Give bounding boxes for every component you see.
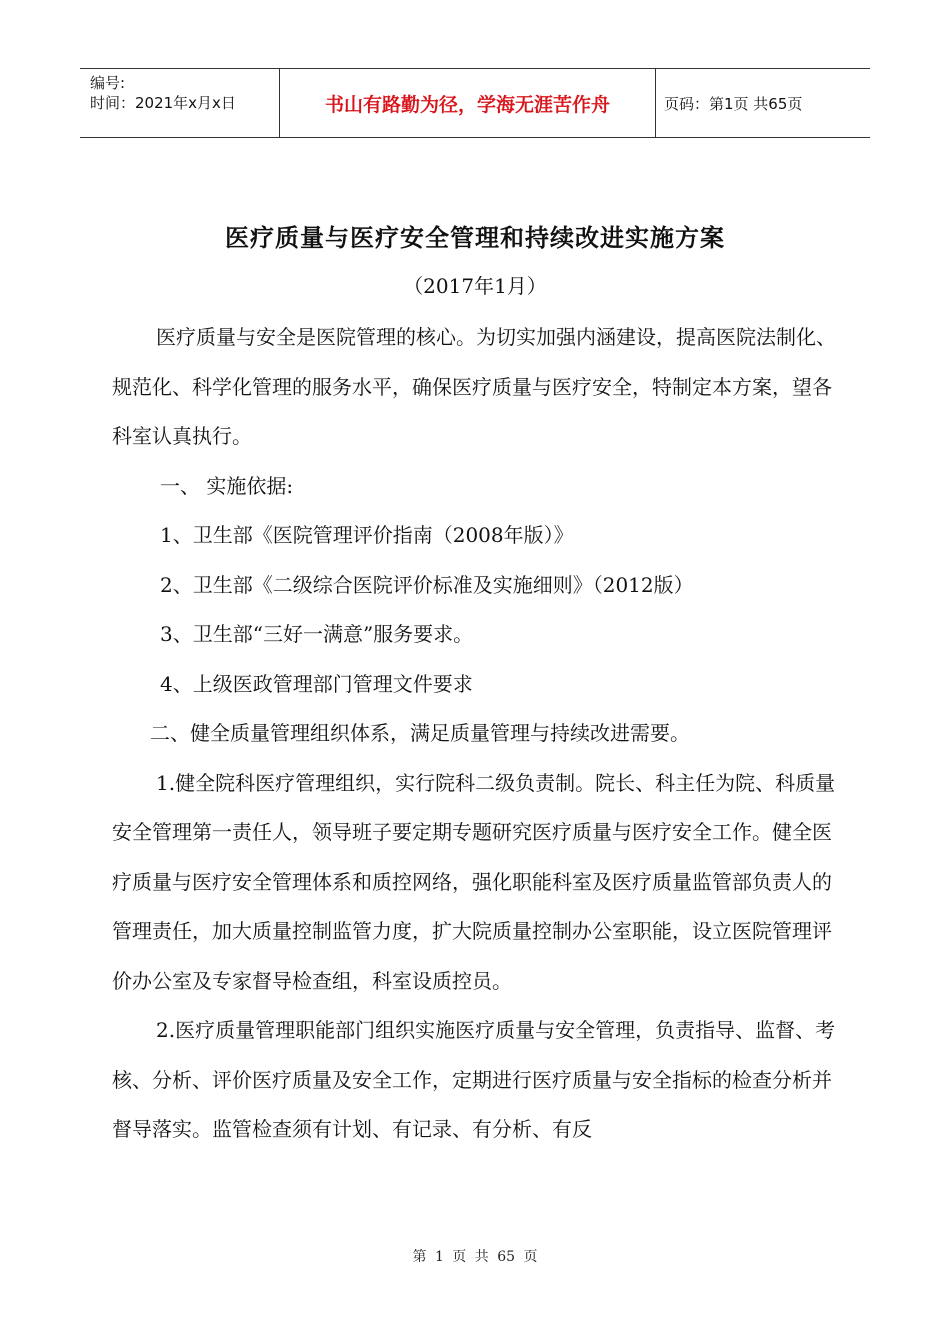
- list-item: 1、卫生部《医院管理评价指南（2008年版）》: [160, 523, 574, 547]
- list-item: 4、上级医政管理部门管理文件要求: [160, 671, 473, 696]
- time-label: 时间：2021年x月x日: [90, 94, 236, 112]
- document-body: [112, 313, 842, 1155]
- paragraph-item-2: 2.医疗质量管理职能部门组织实施医疗质量与安全管理，负责指导、监督、考核、分析、评价医疗质量及安全工作，定期进行医疗质量与安全指标的检查分析并督导落实。监管检查须有计划、有记录、有分析、有反: [112, 1018, 836, 1141]
- section-heading-1: 一、 实施依据:: [160, 473, 294, 498]
- header-meta: [80, 69, 280, 137]
- page-header: [80, 68, 870, 138]
- section-heading-2: 二、健全质量管理组织体系，满足质量管理与持续改进需要。: [150, 721, 690, 745]
- paragraph-item-1: 1.健全院科医疗管理组织，实行院科二级负责制。院长、科主任为院、科质量安全管理第一责任人，领导班子要定期专题研究医疗质量与医疗安全工作。健全医疗质量与医疗安全管理体系和质控网络，强化职能科室及医疗质量监管部负责人的管理责任，加大质量控制监管力度，扩大院质量控制办公室职能，设立医院管理评价办公室及专家督导检查组，科室设质控员。: [112, 770, 836, 993]
- document-title: 医疗质量与医疗安全管理和持续改进实施方案: [225, 223, 725, 252]
- number-label: 编号:: [90, 74, 126, 92]
- header-slogan: 书山有路勤为径，学海无涯苦作舟: [280, 69, 656, 137]
- list-item: 3、卫生部“三好一满意”服务要求。: [160, 622, 474, 646]
- page-footer: 第 1 页 共 65 页: [412, 1249, 538, 1265]
- list-item: 2、卫生部《二级综合医院评价标准及实施细则》（2012版）: [160, 572, 694, 597]
- header-page-info: 页码：第1页 共65页: [664, 94, 803, 113]
- document-subtitle: （2017年1月）: [403, 274, 547, 298]
- paragraph-intro: 医疗质量与安全是医院管理的核心。为切实加强内涵建设，提高医院法制化、规范化、科学化管理的服务水平，确保医疗质量与医疗安全，特制定本方案，望各科室认真执行。: [112, 325, 836, 448]
